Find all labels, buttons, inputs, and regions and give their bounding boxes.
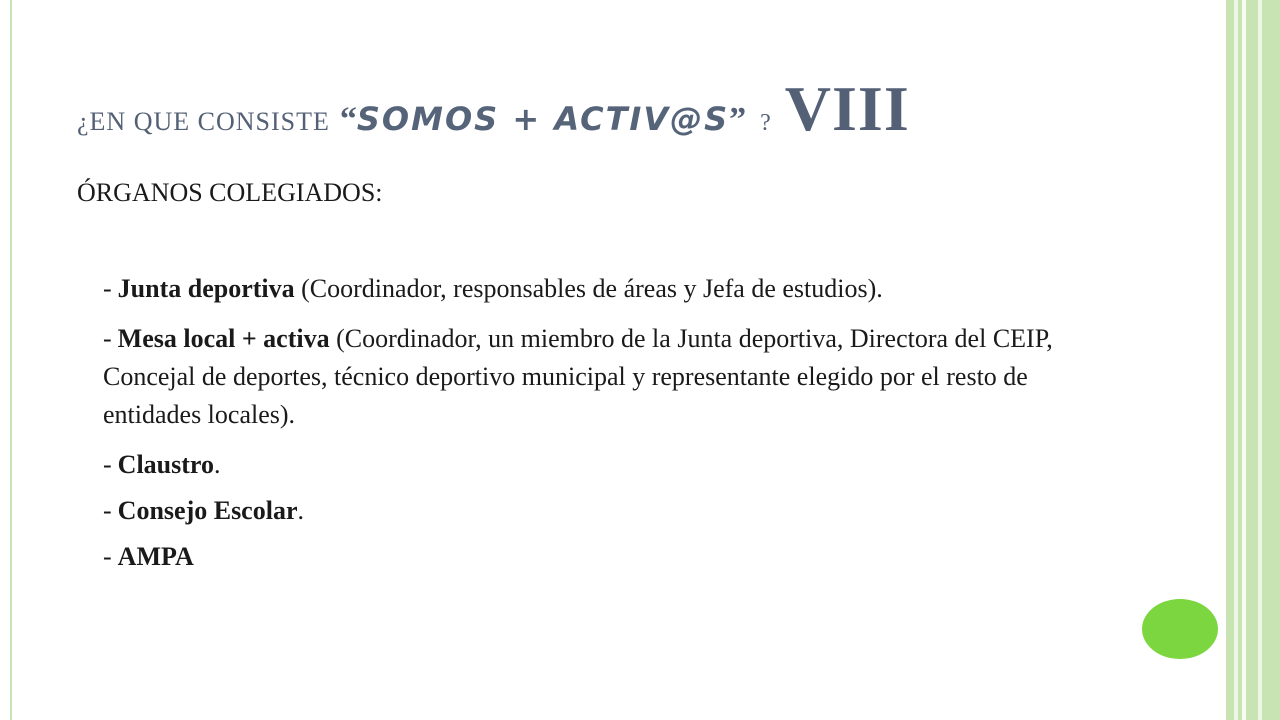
item-name: AMPA <box>117 542 194 571</box>
list-item <box>103 492 1127 530</box>
item-name: Consejo Escolar <box>117 496 298 525</box>
decorative-stripe-band <box>1228 0 1280 720</box>
title-brand: SOMOS + ACTIV@S <box>356 100 730 138</box>
title-number: VIII <box>784 73 910 144</box>
item-detail: . <box>297 496 304 525</box>
item-name: Junta deportiva <box>117 274 295 303</box>
title-quote-open: “ <box>339 101 357 138</box>
title-quote-close: ” <box>729 101 747 138</box>
section-heading: ÓRGANOS COLEGIADOS: <box>77 178 383 207</box>
list-item <box>103 446 1127 484</box>
list-dash: - <box>103 274 112 303</box>
item-detail: (Coordinador, responsables de áreas y Jefa de estudios). <box>294 274 883 303</box>
list-dash: - <box>103 450 112 479</box>
item-detail: . <box>213 450 221 479</box>
green-circle-decoration <box>1142 599 1218 659</box>
list-dash: - <box>103 542 112 571</box>
list-dash: - <box>103 324 112 353</box>
title-prefix: ¿EN QUE CONSISTE <box>77 107 330 136</box>
slide-title <box>77 72 1137 142</box>
list-dash: - <box>103 496 112 525</box>
item-name: Mesa local + activa <box>117 324 330 353</box>
item-name: Claustro <box>117 450 214 479</box>
item-detail: (Coordinador, un miembro de la Junta deportiva, Directora del CEIP, Concejal de deportes, técnico deportivo municipal y representante elegido por el resto de entidades locales). <box>103 324 1053 429</box>
list-item <box>103 320 1127 434</box>
slide-body <box>77 178 1127 584</box>
title-question-mark: ? <box>760 110 771 136</box>
list-item <box>103 538 1127 576</box>
list-item <box>103 270 1127 308</box>
